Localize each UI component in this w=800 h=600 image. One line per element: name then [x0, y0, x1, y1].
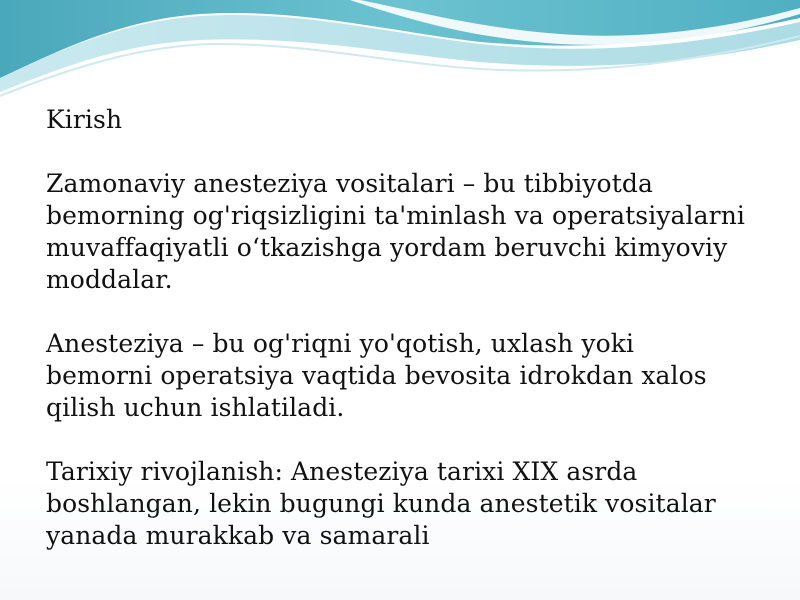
slide-heading: Kirish — [46, 105, 123, 134]
wave-header-decoration — [0, 0, 800, 110]
paragraph-definition: Anesteziya – bu og'riqni yo'qotish, uxlash yoki bemorni operatsiya vaqtida bevosita idrokdan xalos qilish uchun ishlatiladi. — [46, 329, 707, 422]
paragraph-history: Tarixiy rivojlanish: Anesteziya tarixi XIX asrda boshlangan, lekin bugungi kunda anestetik vositalar yanada murakkab va samarali — [46, 457, 716, 550]
slide-content — [46, 104, 746, 552]
paragraph-intro: Zamonaviy anesteziya vositalari – bu tibbiyotda bemorning og'riqsizligini ta'minlash va operatsiyalarni muvaffaqiyatli o‘tkazishga yordam beruvchi kimyoviy moddalar. — [46, 169, 745, 294]
